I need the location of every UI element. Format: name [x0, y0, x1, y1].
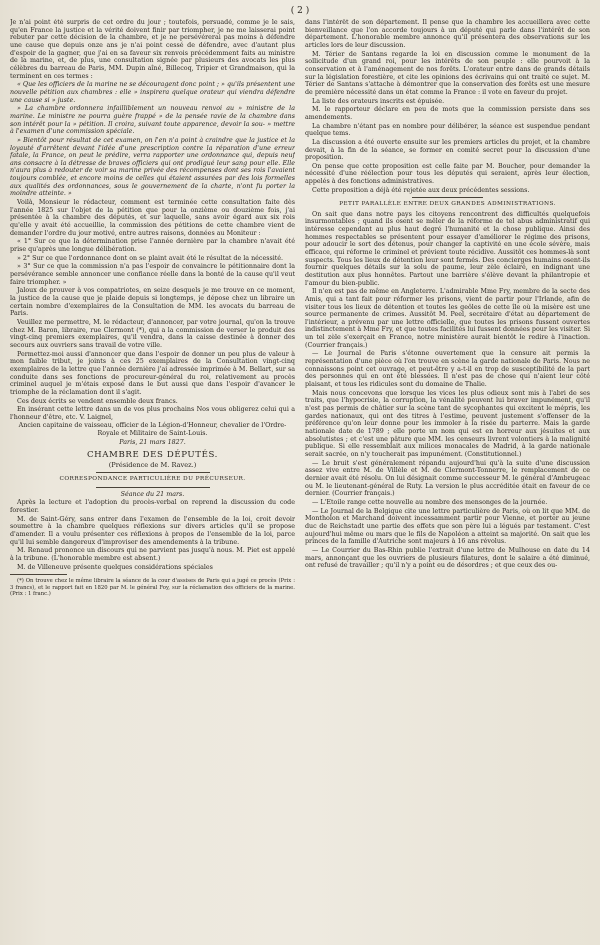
correspondence-heading: CORRESPONDANCE PARTICULIÈRE DU PRÉCURSEUR. [59, 476, 246, 483]
divider [96, 487, 210, 488]
paragraph: Veuillez me permettre, M. le rédacteur, d'annoncer, par votre journal, qu'on la trouve chez M. Baron, libraire, rue Clermont (*), qui a la commission de verser le produit des vingt-cinq premiers exemplaires, qu'il vendra, dans la caisse destinée à donner des secours aux ouvriers sans travail de votre ville. [10, 318, 295, 349]
paragraph: Mais nous concevons que lorsque les vices les plus odieux sont mis à l'abri de ses traits, que l'hypocrisie, la corruption, la vénalité peuvent lui braver impunément, qu'il n'est pas permis de châtier sur la scène tant de sycophantes qui excitent le mépris, les gardes nationaux, qui ont des titres à l'estime, peuvent justement s'offenser de la préférence qu'on leur donne pour les immoler à la risée du parterre. Mais la garde nationale date de 1789 ; elle porte un nom qui est en horreur aux jésuites et aux absolutistes ; et c'est une pâture que MM. les censeurs livrent volontiers à la malignité publique. Si elle ressemblait aux milices monacales de Madrid, à la garde nationale serait sacrée, on n'y toucherait pas impunément. (Constitutionnel.) [305, 389, 590, 458]
section-title: CHAMBRE DES DÉPUTÉS. [86, 450, 218, 461]
paragraph: « 1° Sur ce que la détermination prise l'année dernière par la chambre n'avait été prise qu'après une longue délibération. [10, 238, 295, 254]
paragraph: — Le bruit s'est généralement répandu aujourd'hui qu'à la suite d'une discussion assez vive entre M. de Villèle et M. de Clermont-Tonnerre, le remplacement de ce dernier avait été résolu. On lui désignait comme successeur M. le général d'Ambrugeac ou M. le lieutenant-général de Ruty. La version le plus accréditée était en faveur de ce dernier. (Courrier français.) [305, 459, 590, 498]
footnote: (*) On trouve chez le même libraire la séance de la cour d'assises de Paris qui a jugé ce procès (Prix : 3 francs), et le rapport fait en 1820 par M. le général Foy, sur la réclamation des officiers de la marine. (Prix : 1 franc.) [10, 578, 295, 598]
paragraph: On sait que dans notre pays les citoyens rencontrent des difficultés quelquefois insurmontables ; quand ils osent se mêler de la réforme de tel abus administratif qui intéresse cependant au plus haut degré l'humanité et la chose publique. Ainsi des hommes respectables se présentent pour essayer d'améliorer le régime des prisons, pour adoucir le sort des détenus, pour changer la captivité en une école sévère, mais efficace, qui réforme le criminel et prévient toute récidive. Aussitôt ces hommes-là sont suspects. Tous les lieux de détention leur sont fermés. Des concierges humains osent-ils fournir quelques détails sur la solu de paume, leur zèle éclairé, en indignant une destitution aux plus honnêtes. Partout une barrière s'élève devant la philantropie et l'amour du bien-public. [305, 210, 590, 287]
paragraph: En insérant cette lettre dans un de vos plus prochains Nos vous obligerez celui qui a l'honneur d'être, etc. V. Laignel, [10, 406, 295, 421]
page-number: ( 2 ) [290, 6, 310, 16]
divider [412, 197, 483, 198]
paragraph: La discussion a été ouverte ensuite sur les premiers articles du projet, et la chambre devait, à la fin de la séance, se former en comité secret pour la discussion d'une proposition. [305, 138, 590, 162]
paragraph: Jaloux de prouver à vos compatriotes, en seize desquels je me trouve en ce moment, la justice de la cause que je plaide depuis si longtemps, je dépose chez un libraire un certain nombre d'exemplaires de la Consultation de MM. les avocats du barreau de Paris. [10, 287, 295, 318]
paragraph: — Le Journal de la Belgique cite une lettre particulière de Paris, où on lit que MM. de Montholon et Marchand doivent incessamment partir pour Vienne, et porter au jeune duc de Reichstadt une partie des effets que son père lui a légués par testament. C'est aujourd'hui même ou mars que le fils de Napoléon a atteint sa majorité. On sait que les princes de la famille d'Autriche sont majeurs à 16 ans révolus. [305, 507, 590, 546]
paragraph: M. de Saint-Géry, sans entrer dans l'examen de l'ensemble de la loi, croit devoir soumettre à la chambre quelques réflexions sur divers articles qu'il se propose d'amender. Il a voulu présenter ces réflexions à propos de l'ensemble de la loi, parce qu'il lui semble dangereux d'improviser des amendements à la tribune. [10, 515, 295, 546]
paragraph: Permettez-moi aussi d'annoncer que dans l'espoir de donner un peu plus de valeur à mon faible tribut, je joints à ces 25 exemplaires de la Consultation vingt-cinq exemplaires de la lettre que l'année dernière j'ai adressée imprimée à M. Bellart, sur sa conduite dans ses fonctions de procureur-général du roi, relativement au procès criminel auquel je m'étais exposé dans le but aussi que dans l'espoir d'avancer le triomphe de la réclamation dont il s'agit. [10, 350, 295, 396]
divider [96, 472, 210, 473]
paragraph: dans l'intérêt de son département. Il pense que la chambre les accueillera avec cette bienveillance que l'on accorde toujours à un député qui parle dans l'intérêt de son département. L'honorable membre annonce qu'il présentera des observations sur les articles lors de leur discussion. [305, 19, 590, 49]
paragraph: — Le Courrier du Bas-Rhin publie l'extrait d'une lettre de Mulhouse en date du 14 mars, annonçant que les ouvriers de plusieurs filatures, dont le salaire a été diminué, ont refusé de travailler ; qu'il n'y a point eu de désordres ; et que ceux des ou- [305, 546, 590, 570]
paragraph: M. le rapporteur déclare en peu de mots que la commission persiste dans ses amendements. [305, 106, 590, 121]
paragraph: » 3° Sur ce que la commission n'a pas l'espoir de convaincre le pétitionnaire dont la persévérance semble annoncer une confiance réelle dans la bonté de la cause qu'il veut faire triompher. » [10, 263, 295, 286]
left-column [10, 19, 295, 937]
paragraph: M. Térier de Santans regarde la loi en discussion comme le monument de la sollicitude d'un grand roi, pour les intérêts de son peuple : elle pourvoit à la conservation et à l'aménagement de nos forêts. L'orateur entre dans de grands détails sur la législation forestière, et cite les opinions des écrivains qui ont traité ce sujet. M. Térier de Santans s'attache à démontrer que la conservation des forêts est une mesure de première nécessité dans un état comme la France : il vote en faveur du projet. [305, 50, 590, 96]
paragraph: Il n'en est pas de même en Angleterre. L'admirable Mme Fry, membre de la secte des Amis, qui a tant fait pour réformer les prisons, vient de partir pour l'Irlande, afin de visiter tous les lieux de détention et toutes les geôles de cette île où la misère est une source permanente de crimes. Aussitôt M. Peel, secrétaire d'état au département de l'intérieur, a prévenu par une lettre officielle, que toutes les prisons fussent ouvertes indistinctement à Mme Fry, et que toutes facilités lui fussent données pour les visiter. Si un tel zèle s'exerçait en France, notre ministère aurait bientôt le redire à l'inaction. (Courrier français.) [305, 288, 590, 349]
paragraph: La liste des orateurs inscrits est épuisée. [312, 97, 445, 105]
signature-title: Ancien capitaine de vaisseau, officier de la Légion-d'Honneur, chevalier de l'Ordre-Royale et Militaire de Saint-Louis. [18, 422, 287, 438]
quote-paragraph: » La chambre ordonnera infailliblement un nouveau renvoi au » ministre de la marine. Le ministre ne pourra guère frappé » de la pensée ravie de la chambre dans son intérêt pour la » pétition. Il croira, suivant toute apparence, devoir la sou- » mettre à l'examen d'une commission spéciale. [10, 105, 295, 136]
paragraph: Ces deux écrits se vendent ensemble deux francs. [17, 397, 178, 405]
quote-paragraph: » Bientôt pour résultat de cet examen, on l'en n'a point à craindre que la justice et la loyauté d'arrêtent devant l'idée d'une prescription contre la réparation d'une erreur fatale, la France, on peut le prédire, verra rapporter une ordonnance qui, depuis neuf ans consacre à la détresse de braves officiers qui ont prodigué leur sang pour elle. Elle n'aura plus à redouter de voir sa marine privée des récompenses dont ses rois l'avaient toujours comblée, et encore moins de celles qui étaient assurées par des lois formelles aux qualités des ordonnances, sous le gouvernement de la charte, n'ont fu porter la moindre atteinte. » [10, 136, 295, 198]
paragraph: La chambre n'étant pas en nombre pour délibérer, la séance est suspendue pendant quelque tems. [305, 122, 590, 138]
quote-paragraph: « Que les officiers de la marine ne se découragent donc point ; » qu'ils présentent une nouvelle pétition aux chambres : elle » inspirera quelque orateur qui viendra défendre une cause si » juste. [10, 81, 295, 104]
paragraph: — Le Journal de Paris s'étonne ouvertement que la censure ait permis la représentation d'une pièce où l'on trouve en scène la garde nationale de Paris. Nous ne connaissons point cet ouvrage, et peut-être y a-t-il en trop de susceptibilité de la part des personnes qui en ont été blessées. Il n'est pas de chose qui n'aient leur côté plaisant, et tous les ridicules sont du domaine de Thalie. [305, 350, 590, 389]
article-title: PETIT PARALLÈLE ENTRE DEUX GRANDES ADMINISTRATIONS. [339, 201, 556, 208]
presidency: (Présidence de M. Ravez.) [108, 461, 197, 470]
right-column [305, 19, 590, 937]
seance-date: Séance du 21 mars. [120, 490, 185, 498]
footnote-rule [10, 574, 67, 575]
paragraph: — L'Etoile range cette nouvelle au nombre des mensonges de la journée. [312, 498, 548, 506]
paragraph: M. de Villeneuve présente quelques considérations spéciales [17, 563, 213, 571]
paragraph: Voilà, Monsieur le rédacteur, comment est terminée cette consultation faite dès l'année 1825 sur l'objet de la pétition que pour la onzième ou douzième fois, j'ai présentée à la chambre des députés, et sur laquelle, sans avoir égard aux six rois qu'elle y avait été accueillie, la commission des pétitions de cette chambre vient de demander l'ordre du jour motivé, entre autres raisons, données au Moniteur : [10, 199, 295, 237]
paragraph: Cette proposition a déjà été rejetée aux deux précédentes sessions. [312, 186, 530, 194]
paragraph: Je n'ai point été surpris de cet ordre du jour ; toutefois, persuadé, comme je le sais, qu'en France la justice et la vérité doivent finir par triompher, je ne me laisserai point rebuter par cette décision de la chambre, et je ne persévérerai pas moins à défendre une cause que depuis onze ans je n'ai point cessé de défendre, avec d'autant plus d'espoir de la gagner, que j'ai en sa faveur six renvois précédemment faits au ministre de la marine, et, de plus, une consultation signée par plusieurs des avocats les plus célèbres du barreau de Paris, MM. Dupin aîné, Billecoq, Tripier et Grandmaison, qui la terminent en ces termes : [10, 19, 295, 80]
paragraph: Après la lecture et l'adoption du procès-verbal on reprend la discussion du code forestier. [10, 499, 295, 514]
dateline: Paris, 21 mars 1827. [119, 438, 186, 446]
paragraph: M. Renaud prononce un discours qui ne parvient pas jusqu'à nous. M. Piet est appelé à la tribune. (L'honorable membre est absent.) [10, 547, 295, 562]
paragraph: On pense que cette proposition est celle faite par M. Boucher, pour demander la nécessité d'une réélection pour tous les députés qui seraient, après leur élection, appelés à des fonctions administratives. [305, 162, 590, 186]
paragraph: » 2° Sur ce que l'ordonnance dont on se plaint avait été le résultat de la nécessité. [17, 254, 284, 262]
